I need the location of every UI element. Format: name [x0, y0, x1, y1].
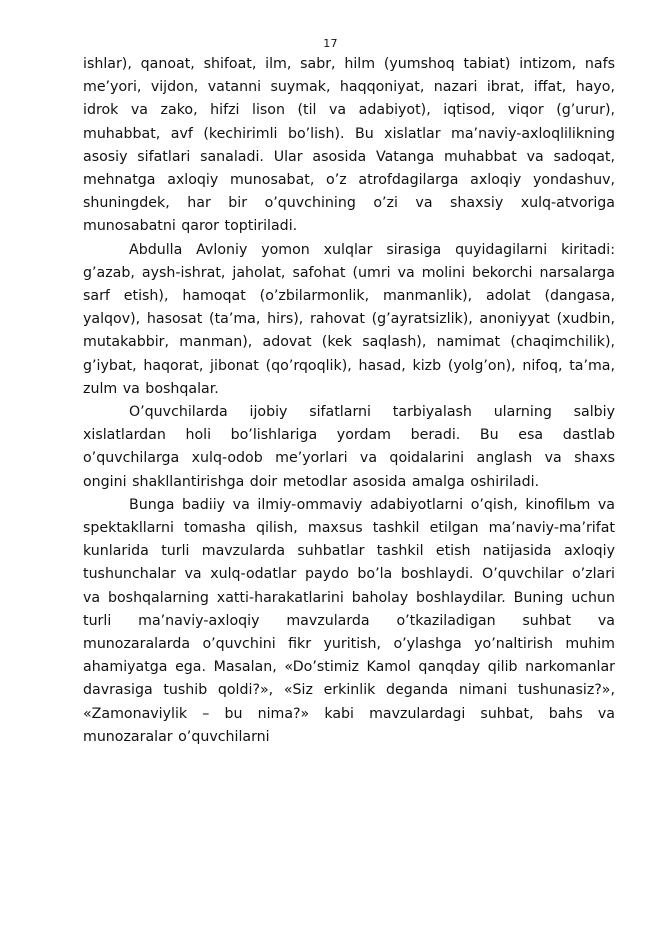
- page-number: 17: [323, 37, 338, 50]
- paragraph-continued: ishlar), qanoat, shifoat, ilm, sabr, hilm (yumshoq tabiat) intizom, nafs me’yori, vijdon, vatanni suymak, haqqoniyat, nazari ibrat, iffat, hayo, idrok va zako, hifzi lison (til va adabiyot), iqtisod, viqor (g’urur), muhabbat, avf (kechirimli bo’lish). Bu xislatlar ma’naviy-axloqlilikning asosiy sifatlari sanaladi. Ular asosida Vatanga muhabbat va sadoqat, mehnatga axloqiy munosabat, o’z atrofdagilarga axloqiy yondashuv, shuningdek, har bir o’quvchining o’zi va shaxsiy xulq-atvoriga munosabatni qaror toptiriladi.: [83, 56, 615, 235]
- paragraph-literature-discussions: Bunga badiiy va ilmiy-ommaviy adabiyotlarni o’qish, kinofilьm va spektakllarni tomasha qilish, maxsus tashkil etilgan ma’naviy-ma’rifat kunlarida turli mavzularda suhbatlar tashkil etish natijasida axloqiy tushunchalar va xulq-odatlar paydo bo’la boshlaydi. O’quvchilar o’zlari va boshqalarning xatti-harakatlarini baholay boshlaydilar. Buning uchun turli ma’naviy-axloqiy mavzularda o’tkaziladigan suhbat va munozaralarda o’quvchini fikr yuritish, o’ylashga yo’naltirish muhim ahamiyatga ega. Masalan, «Do’stimiz Kamol qanqday qilib narkomanlar davrasiga tushib qoldi?», «Siz erkinlik deganda nimani tushunasiz?», «Zamonaviylik – bu nima?» kabi mavzulardagi suhbat, bahs va munozaralar o’quvchilarni: [83, 496, 615, 745]
- paragraph-avloniy-bad-traits: Abdulla Avloniy yomon xulqlar sirasiga quyidagilarni kiritadi: g’azab, aysh-ishrat, jaholat, safohat (umri va molini bekorchi narsalarga sarf etish), hamoqat (o’zbilarmonlik, manmanlik), adolat (dangasa, yalqov), hasosat (ta’ma, hirs), rahovat (g’ayratsizlik), anoniyyat (xudbin, mutakabbir, manman), adovat (kek saqlash), namimat (chaqimchilik), g’iybat, haqorat, jibonat (qo’rqoqlik), hasad, kizb (yolg’on), nifoq, ta’ma, zulm va boshqalar.: [83, 241, 615, 397]
- paragraph-positive-traits: O’quvchilarda ijobiy sifatlarni tarbiyalash ularning salbiy xislatlardan holi bo’lishlariga yordam beradi. Bu esa dastlab o’quvchilarga xulq-odob me’yorlari va qoidalarini anglash va shaxs ongini shakllantirishga doir metodlar asosida amalga oshiriladi.: [83, 404, 615, 490]
- body-text: [83, 53, 615, 749]
